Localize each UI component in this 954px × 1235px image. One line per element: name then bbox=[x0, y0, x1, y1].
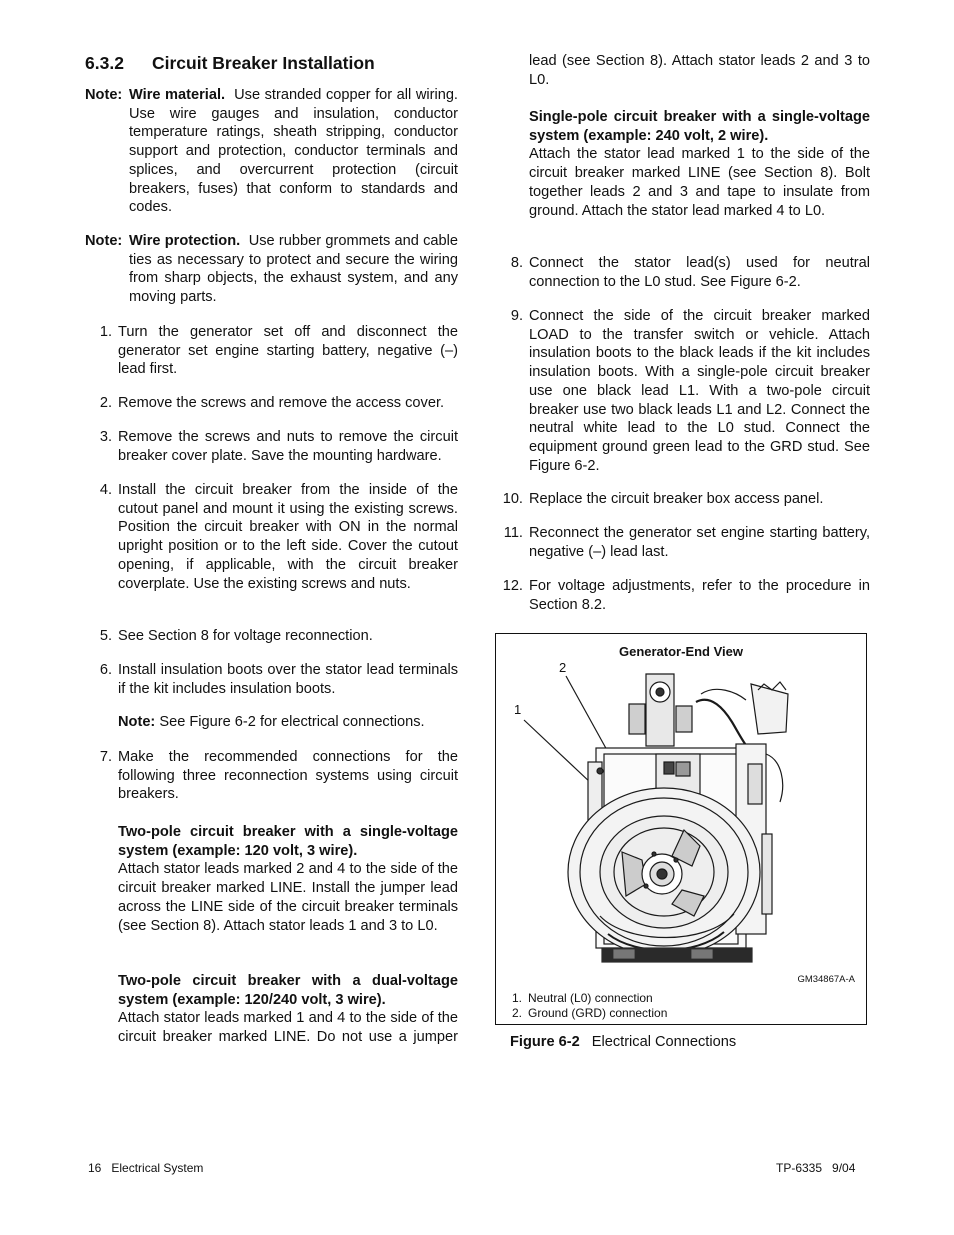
step-2 bbox=[85, 394, 458, 413]
step-6 bbox=[85, 661, 458, 698]
step-8 bbox=[499, 254, 870, 291]
system-text: Attach the stator lead marked 1 to the side of the circuit breaker marked LINE (see Section 8). Bolt together leads 2 and 3 and tape to insulate from ground. Attach the stator lead marked 4 to L0. bbox=[529, 146, 870, 219]
step-number: 2. bbox=[99, 395, 112, 411]
system-text: Attach stator leads marked 1 and 4 to the side of the circuit breaker marked LINE. Do not use a jumper bbox=[118, 1010, 458, 1046]
note-text: Use rubber grommets and cable ties as necessary to protect and secure the wiring from sharp objects, the exhaust system, and any moving parts. bbox=[129, 233, 459, 306]
note-label: Note: bbox=[118, 714, 156, 730]
system-heading: Two-pole circuit breaker with a dual-voltage system (example: 120/240 volt, 3 wire). bbox=[118, 973, 458, 1008]
callout-1: 1 bbox=[514, 702, 522, 717]
section-heading bbox=[85, 53, 375, 74]
step-number: 11. bbox=[503, 525, 523, 541]
callout-2: 2 bbox=[559, 660, 567, 675]
step-10 bbox=[499, 490, 870, 509]
step-text: Make the recommended connections for the following three reconnection systems using circuit breakers. bbox=[118, 749, 458, 803]
step-6-note bbox=[118, 714, 458, 730]
step-7 bbox=[85, 748, 458, 804]
step-number: 4. bbox=[99, 482, 112, 498]
system-heading: Single-pole circuit breaker with a single-voltage system (example: 240 volt, 2 wire). bbox=[529, 109, 870, 144]
step-text: Turn the generator set off and disconnect the generator set engine starting battery, negative (–) lead first. bbox=[118, 324, 458, 378]
step-text: Connect the stator lead(s) used for neutral connection to the L0 stud. See Figure 6-2. bbox=[529, 255, 870, 290]
step-number: 8. bbox=[510, 255, 523, 271]
step-text: See Section 8 for voltage reconnection. bbox=[118, 628, 373, 644]
legend-item-1: 1. Neutral (L0) connection bbox=[512, 991, 653, 1005]
step-number: 7. bbox=[99, 749, 112, 765]
leader-line-1 bbox=[524, 720, 592, 784]
leader-line-2 bbox=[566, 676, 608, 752]
step-3 bbox=[85, 428, 458, 465]
page-number: 16 bbox=[88, 1161, 102, 1175]
figure-caption-label: Figure 6-2 bbox=[510, 1034, 580, 1050]
step-text: Replace the circuit breaker box access panel. bbox=[529, 491, 824, 507]
step-text: Remove the screws and remove the access cover. bbox=[118, 395, 445, 411]
note-lead: Wire material. bbox=[129, 87, 226, 103]
step-number: 9. bbox=[510, 308, 523, 324]
document-date: 9/04 bbox=[832, 1161, 856, 1175]
step-text: Install insulation boots over the stator lead terminals if the kit includes insulation boots. bbox=[118, 662, 458, 697]
system-two-pole-dual-voltage bbox=[118, 972, 458, 1047]
step-number: 6. bbox=[99, 662, 112, 678]
figure-code: GM34867A-A bbox=[797, 974, 855, 985]
note-lead: Wire protection. bbox=[129, 233, 241, 249]
step-4 bbox=[85, 481, 458, 593]
system-text: lead (see Section 8). Attach stator leads 2 and 3 to L0. bbox=[529, 53, 870, 88]
note-text: Use stranded copper for all wiring. Use wire gauges and insulation, conductor temperature ratings, sheath stripping, conductor support and protection, conductor terminals and splices, and overcurrent protection (circuit breakers, fuses) that conform to standards and codes. bbox=[129, 87, 458, 216]
footer-right bbox=[776, 1161, 855, 1175]
step-number: 3. bbox=[99, 429, 112, 445]
footer-left bbox=[88, 1161, 203, 1175]
step-text: Reconnect the generator set engine starting battery, negative (–) lead last. bbox=[529, 525, 870, 560]
step-text: Install the circuit breaker from the inside of the cutout panel and mount it using the existing screws. Position the circuit breaker with ON in the normal upright position or to the left side. Cover the cutout opening, if applicable, with the circuit breaker coverplate. Use the existing screws and nuts. bbox=[118, 482, 458, 592]
legend-item-2: 2. Ground (GRD) connection bbox=[512, 1006, 668, 1020]
note-wire-material bbox=[85, 86, 458, 217]
note-wire-protection bbox=[85, 232, 458, 307]
section-title: Circuit Breaker Installation bbox=[152, 53, 375, 73]
step-number: 10. bbox=[502, 491, 523, 507]
system-two-pole-dual-voltage-continued bbox=[529, 52, 870, 89]
step-11 bbox=[499, 524, 870, 561]
system-single-pole-single-voltage bbox=[529, 108, 870, 220]
figure-title: Generator-End View bbox=[618, 644, 743, 659]
step-number: 12. bbox=[502, 578, 523, 594]
figure-caption-text: Electrical Connections bbox=[591, 1034, 737, 1050]
note-text: See Figure 6-2 for electrical connections. bbox=[159, 714, 425, 730]
step-text: Remove the screws and nuts to remove the circuit breaker cover plate. Save the mounting hardware. bbox=[118, 429, 458, 464]
figure-box bbox=[495, 633, 867, 1025]
step-5 bbox=[85, 627, 458, 646]
step-12 bbox=[499, 577, 870, 614]
step-number: 5. bbox=[99, 628, 112, 644]
system-two-pole-single-voltage bbox=[118, 823, 458, 935]
step-number: 1. bbox=[99, 324, 112, 340]
document-number: TP-6335 bbox=[776, 1161, 823, 1175]
note-label: Note: bbox=[85, 87, 123, 103]
figure-caption bbox=[510, 1034, 736, 1050]
step-1 bbox=[85, 323, 458, 379]
note-label: Note: bbox=[85, 233, 123, 249]
step-9 bbox=[499, 307, 870, 475]
system-text: Attach stator leads marked 2 and 4 to the side of the circuit breaker marked LINE. Install the jumper lead across the LINE side of the circuit breaker terminals (see Section 8). Attach stator leads 1 and 3 to L0. bbox=[118, 861, 458, 934]
step-text: Connect the side of the circuit breaker marked LOAD to the transfer switch or vehicle. Attach insulation boots to the black leads if the kit includes insulation boots. With a single-pole circuit breaker use one black lead L1. With a two-pole circuit breaker use two black leads L1 and L2. Connect the neutral white lead to the L0 stud. Connect the equipment ground green lead to the GRD stud. See Figure 6-2. bbox=[529, 308, 870, 474]
system-heading: Two-pole circuit breaker with a single-voltage system (example: 120 volt, 3 wire). bbox=[118, 824, 458, 859]
generator-end-view-illustration bbox=[496, 634, 866, 974]
step-text: For voltage adjustments, refer to the procedure in Section 8.2. bbox=[529, 578, 870, 613]
footer-section: Electrical System bbox=[111, 1161, 204, 1175]
section-number: 6.3.2 bbox=[85, 53, 124, 73]
figure-legend bbox=[512, 991, 667, 1021]
